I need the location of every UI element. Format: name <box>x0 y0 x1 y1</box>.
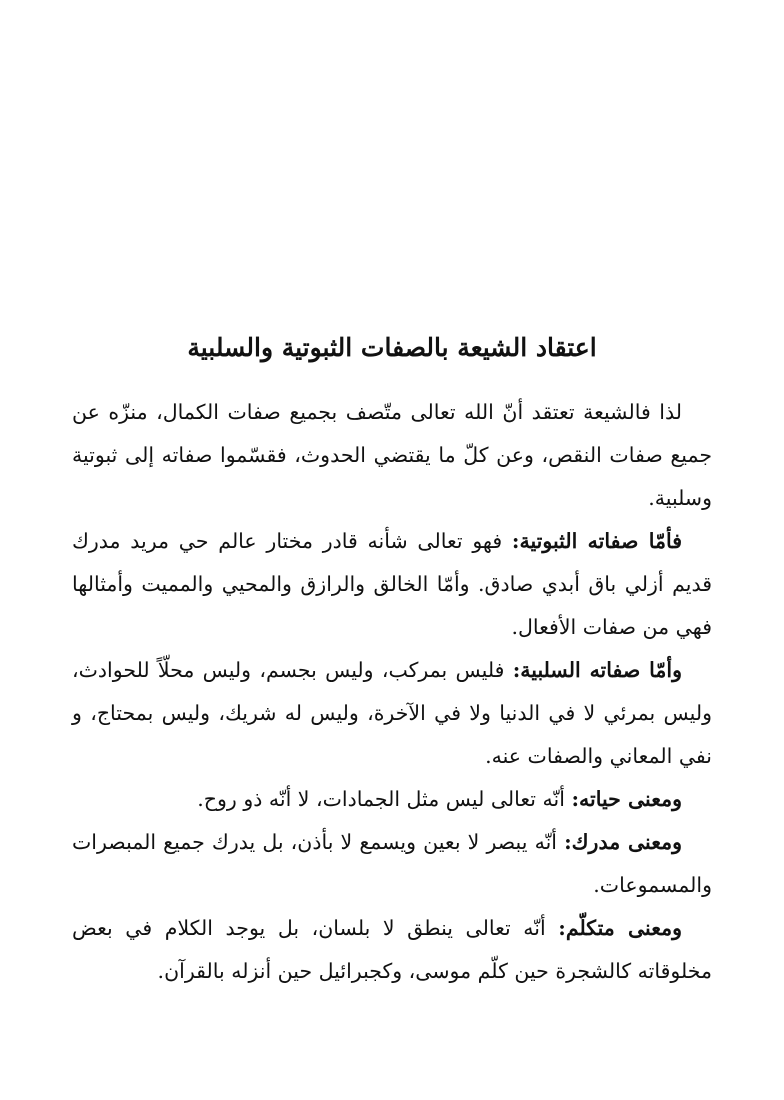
paragraph-meaning-life <box>72 778 712 821</box>
paragraph-text: فليس بمركب، وليس بجسم، وليس محلّاً للحوادث، وليس بمرئي لا في الدنيا ولا في الآخرة، وليس له شريك، وليس بمحتاج، و نفي المعاني والصفات عنه. <box>72 658 712 768</box>
section-title: اعتقاد الشيعة بالصفات الثبوتية والسلبية <box>187 333 597 362</box>
document-body <box>72 330 712 993</box>
paragraph-text: فهو تعالى شأنه قادر مختار عالم حي مريد مدرك قديم أزلي باق أبدي صادق. وأمّا الخالق والرازق والمحيي والمميت وأمثالها فهي من صفات الأفعال. <box>72 529 712 639</box>
paragraph-lead: ومعنى مدرك: <box>564 830 682 854</box>
paragraph-negative-attributes <box>72 649 712 778</box>
paragraph-text: أنّه يبصر لا بعين ويسمع لا بأذن، بل يدرك جميع المبصرات والمسموعات. <box>72 830 712 897</box>
paragraph-text: أنّه تعالى ليس مثل الجمادات، لا أنّه ذو روح. <box>197 787 572 811</box>
paragraph-meaning-perceiver <box>72 821 712 907</box>
paragraph-lead: فأمّا صفاته الثبوتية: <box>511 529 682 553</box>
paragraph-meaning-speaker <box>72 907 712 993</box>
paragraph-text: أنّه تعالى ينطق لا بلسان، بل يوجد الكلام في بعض مخلوقاته كالشجرة حين كلّم موسى، وكجبرائيل حين أنزله بالقرآن. <box>72 916 712 983</box>
paragraph-lead: ومعنى حياته: <box>571 787 682 811</box>
paragraph-intro <box>72 391 712 520</box>
paragraph-lead: ومعنى متكلّم: <box>558 916 682 940</box>
paragraph-lead: وأمّا صفاته السلبية: <box>512 658 683 682</box>
paragraph-positive-attributes <box>72 520 712 649</box>
paragraph-text: لذا فالشيعة تعتقد أنّ الله تعالى متّصف بجميع صفات الكمال، منزّه عن جميع صفات النقص، وعن كلّ ما يقتضي الحدوث، فقسّموا صفاته إلى ثبوتية وسلبية. <box>72 400 712 510</box>
